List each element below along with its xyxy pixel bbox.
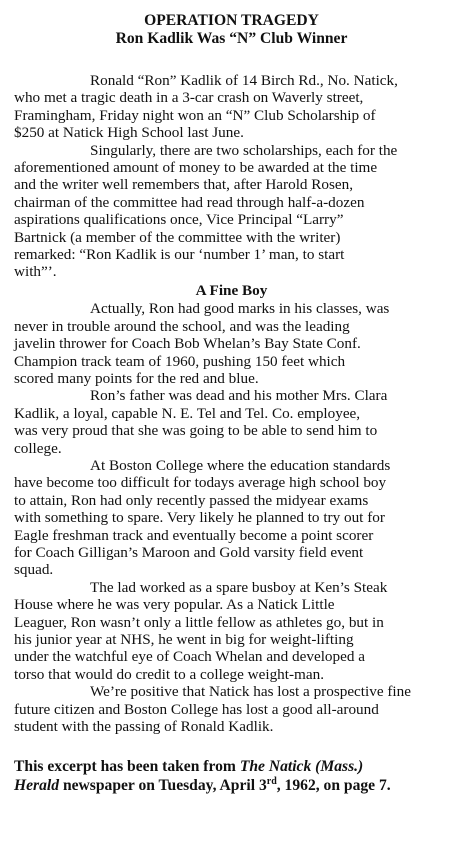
- paragraph-line: Kadlik, a loyal, capable N. E. Tel and Tel. Co. employee,: [14, 404, 361, 422]
- paragraph-2: [14, 142, 449, 281]
- source-note-line-2: [14, 776, 449, 795]
- paragraph-line: for Coach Gilligan’s Maroon and Gold varsity field event: [14, 543, 364, 561]
- paragraph-line: aspirations qualifications once, Vice Principal “Larry”: [14, 211, 344, 229]
- paragraph-line: Champion track team of 1960, pushing 150 feet which: [14, 352, 346, 370]
- paragraph-line: The lad worked as a spare busboy at Ken’s Steak: [90, 578, 388, 596]
- paragraph-line: House where he was very popular. As a Natick Little: [14, 596, 335, 614]
- paragraph-line: javelin thrower for Coach Bob Whelan’s Bay State Conf.: [14, 335, 361, 353]
- paragraph-line: who met a tragic death in a 3-car crash on Waverly street,: [14, 89, 364, 107]
- article-title: OPERATION TRAGEDY: [144, 12, 319, 29]
- newspaper-name: The Natick (Mass.): [239, 758, 364, 776]
- paragraph-line: aforementioned amount of money to be awarded at the time: [14, 159, 378, 177]
- paragraph-7: [14, 683, 449, 735]
- newspaper-name-cont: Herald: [14, 777, 60, 795]
- paragraph-5: [14, 457, 449, 579]
- paragraph-line: We’re positive that Natick has lost a prospective fine: [90, 683, 411, 701]
- paragraph-1: [14, 72, 449, 142]
- paragraph-line: have become too difficult for todays average high school boy: [14, 474, 387, 492]
- source-note-date: newspaper on Tuesday, April 3: [59, 777, 267, 795]
- paragraph-line: Singularly, there are two scholarships, each for the: [90, 141, 398, 159]
- paragraph-line: Ronald “Ron” Kadlik of 14 Birch Rd., No. Natick,: [90, 72, 398, 89]
- paragraph-line: Leaguer, Ron wasn’t only a little fellow as athletes go, but in: [14, 613, 384, 631]
- paragraph-line: remarked: “Ron Kadlik is our ‘number 1’ man, to start: [14, 246, 345, 264]
- paragraph-line: future citizen and Boston College has lost a good all-around: [14, 700, 379, 718]
- paragraph-6: [14, 579, 449, 683]
- paragraph-line: student with the passing of Ronald Kadlik.: [14, 718, 274, 736]
- paragraph-line: Ron’s father was dead and his mother Mrs. Clara: [90, 387, 388, 405]
- article-subtitle: Ron Kadlik Was “N” Club Winner: [115, 30, 348, 47]
- source-note-page: , 1962, on page 7.: [276, 777, 391, 795]
- paragraph-line: never in trouble around the school, and was the leading: [14, 317, 350, 335]
- paragraph-line: At Boston College where the education standards: [90, 456, 391, 474]
- source-note-line-1: [14, 757, 449, 776]
- paragraph-3: [14, 300, 449, 387]
- paragraph-line: college.: [14, 439, 62, 457]
- source-note: [14, 757, 449, 795]
- paragraph-line: $250 at Natick High School last June.: [14, 124, 244, 142]
- paragraph-line: Eagle freshman track and eventually become a point scorer: [14, 526, 374, 544]
- section-heading: A Fine Boy: [195, 281, 268, 299]
- paragraph-line: to attain, Ron had only recently passed the midyear exams: [14, 491, 369, 509]
- paragraph-line: and the writer well remembers that, after Harold Rosen,: [14, 176, 354, 194]
- paragraph-line: with something to spare. Very likely he planned to try out for: [14, 509, 385, 527]
- paragraph-line: torso that would do credit to a college weight-man.: [14, 665, 324, 683]
- paragraph-line: squad.: [14, 561, 54, 579]
- date-ordinal-suffix: rd: [266, 776, 277, 788]
- paragraph-line: Framingham, Friday night won an “N” Club Scholarship of: [14, 106, 376, 124]
- paragraph-line: Bartnick (a member of the committee with the writer): [14, 228, 341, 246]
- paragraph-line: with”’.: [14, 263, 57, 281]
- paragraph-line: under the watchful eye of Coach Whelan and developed a: [14, 648, 365, 666]
- paragraph-line: his junior year at NHS, he went in big for weight-lifting: [14, 631, 354, 648]
- paragraph-line: scored many points for the red and blue.: [14, 369, 259, 387]
- paragraph-line: chairman of the committee had read through half-a-dozen: [14, 193, 365, 211]
- paragraph-4: [14, 387, 449, 457]
- source-note-prefix: This excerpt has been taken from: [14, 758, 240, 776]
- paragraph-line: Actually, Ron had good marks in his classes, was: [90, 300, 390, 318]
- paragraph-line: was very proud that she was going to be able to send him to: [14, 422, 378, 440]
